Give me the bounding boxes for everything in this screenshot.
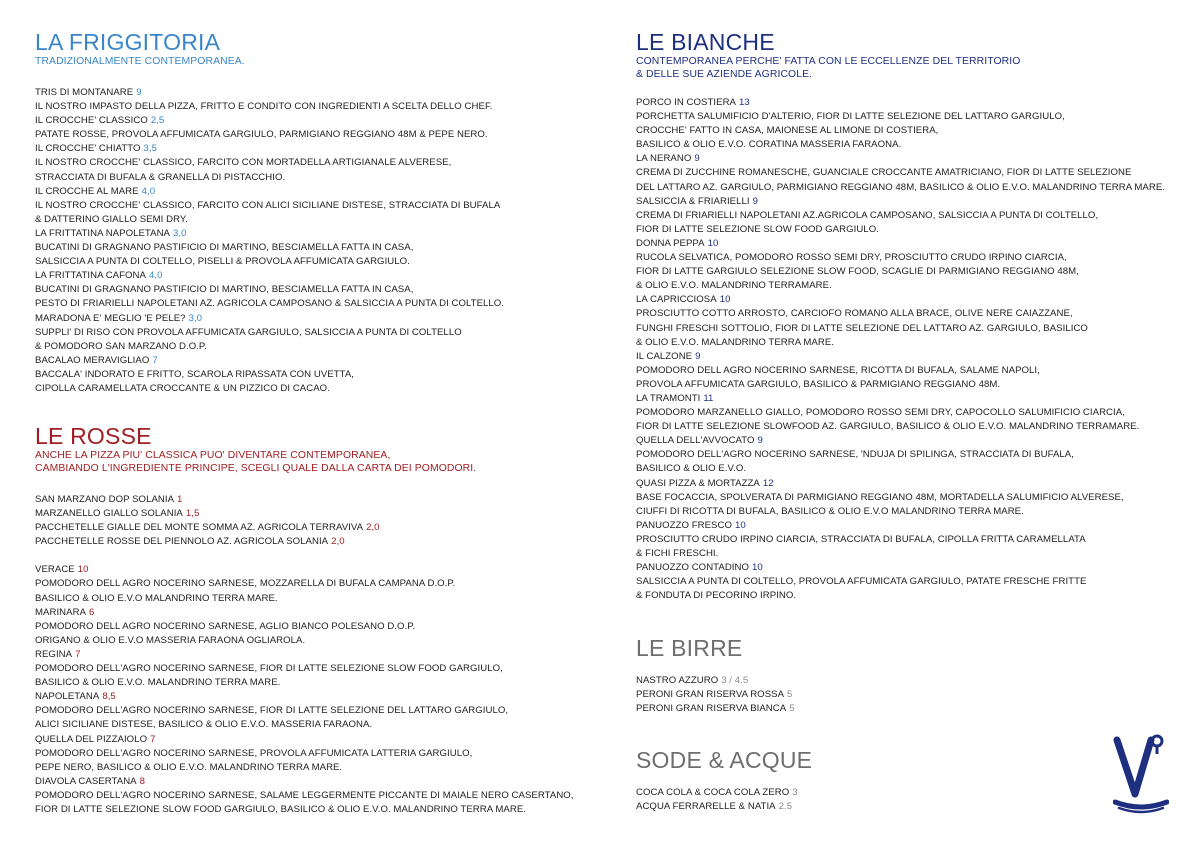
item-name-text: NAPOLETANA bbox=[35, 691, 100, 703]
item-name-text: PERONI GRAN RISERVA ROSSA bbox=[636, 689, 785, 701]
menu-item-name bbox=[35, 563, 595, 577]
item-name-text: BACALAO MERAVIGLIAO bbox=[35, 354, 150, 366]
list-item bbox=[636, 800, 1176, 814]
section-bianche bbox=[636, 30, 1176, 603]
item-price: 10 bbox=[734, 519, 746, 531]
item-price: 7 bbox=[152, 354, 158, 366]
item-price: 8 bbox=[139, 775, 146, 787]
section-title: SODE & ACQUE bbox=[636, 747, 813, 773]
menu-item-name bbox=[636, 293, 1176, 307]
item-name-text: PACCHETELLE GIALLE DEL MONTE SOMMA AZ. AGRICOLA TERRAVIVA bbox=[35, 522, 364, 534]
item-price: 10 bbox=[752, 562, 763, 574]
item-price: 7 bbox=[75, 648, 81, 660]
menu-item-description: POMODORO DELL'AGRO NOCERINO SARNESE, FIOR DI LATTE SELEZIONE DEL LATTARO GARGIULO, ALICI SICILIANE DISTESE, BASILICO & OLIO E.V.O. MASSERIA FARAONA. bbox=[35, 705, 509, 731]
item-price: 7 bbox=[150, 733, 156, 745]
item-name-text: NASTRO AZZURO bbox=[636, 675, 719, 686]
drink-list bbox=[636, 786, 1176, 814]
menu-item-description: SALSICCIA A PUNTA DI COLTELLO, PROVOLA AFFUMICATA GARGIULO, PATATE FRESCHE FRITTE & FONDUTA DI PECORINO IRPINO. bbox=[636, 576, 1087, 602]
menu-item-description: BUCATINI DI GRAGNANO PASTIFICIO DI MARTINO, BESCIAMELLA FATTA IN CASA, SALSICCIA A PUNTA DI COLTELLO, PISELLI & PROVOLA AFFUMICATA GARGIULO. bbox=[35, 242, 414, 268]
spacer bbox=[35, 549, 595, 563]
menu-item-description: POMODORO DELL'AGRO NOCERINO SARNESE, PROVOLA AFFUMICATA LATTERIA GARGIULO, PEPE NERO, BASILICO & OLIO E.V.O. MALANDRINO TERRA MARE. bbox=[35, 747, 473, 773]
menu-item-list bbox=[35, 563, 595, 817]
menu-item-name bbox=[35, 354, 595, 368]
item-price: 9 bbox=[757, 435, 763, 447]
item-name-text: PERONI GRAN RISERVA BIANCA bbox=[636, 703, 787, 715]
list-item bbox=[636, 702, 1176, 716]
menu-item-description: PORCHETTA SALUMIFICIO D'ALTERIO, FIOR DI LATTE SELEZIONE DEL LATTARO GARGIULO, CROCCHE' FATTO IN CASA, MAIONESE AL LIMONE DI COSTIERA, BASILICO & OLIO E.V.O. CORATINA MASSERIA FARAONA. bbox=[636, 111, 1065, 151]
item-name-text: QUELLA DELL'AVVOCATO bbox=[636, 435, 755, 447]
menu-item-description: BACCALA' INDORATO E FRITTO, SCAROLA RIPASSATA CON UVETTA, CIPOLLA CARAMELLATA CROCCANTE & UN PIZZICO DI CACAO. bbox=[35, 368, 355, 394]
item-name-text: IL CROCCHE AL MARE bbox=[35, 185, 139, 197]
section-title: LE ROSSE bbox=[35, 423, 152, 449]
item-name-text: SAN MARZANO DOP SOLANIA bbox=[35, 494, 175, 505]
menu-item-name bbox=[35, 733, 595, 747]
item-price: 9 bbox=[695, 350, 701, 362]
item-name-text: LA TRAMONTI bbox=[636, 392, 701, 404]
tomato-list bbox=[35, 493, 595, 549]
v-anchor-logo-icon bbox=[1113, 732, 1169, 814]
menu-item-name bbox=[636, 477, 1176, 491]
item-name-text: PACCHETELLE ROSSE DEL PIENNOLO AZ. AGRICOLA SOLANIA bbox=[35, 536, 329, 548]
item-price: 2.5 bbox=[778, 801, 793, 813]
item-name-text: COCA COLA & COCA COLA ZERO bbox=[636, 787, 790, 798]
item-name-text: IL CROCCHE' CLASSICO bbox=[35, 115, 148, 127]
item-price: 3,5 bbox=[143, 143, 157, 155]
list-item bbox=[35, 521, 595, 535]
drink-list bbox=[636, 674, 1176, 716]
item-price: 13 bbox=[739, 97, 750, 108]
menu-item-name bbox=[35, 142, 595, 156]
section-birre bbox=[636, 636, 1176, 716]
menu-item-name bbox=[35, 606, 595, 620]
menu-item-description: SUPPLI' DI RISO CON PROVOLA AFFUMICATA GARGIULO, SALSICCIA A PUNTA DI COLTELLO & POMODORO SAN MARZANO D.O.P. bbox=[35, 326, 462, 352]
menu-item-description: POMODORO DELL'AGRO NOCERINO SARNESE, SALAME LEGGERMENTE PICCANTE DI MAIALE NERO CASERTANO, FIOR DI LATTE SELEZIONE SLOW FOOD GARGIULO, BASILICO & OLIO E.V.O. MALANDRINO TERRA MARE. bbox=[35, 789, 574, 815]
item-price: 6 bbox=[89, 606, 95, 618]
item-name-text: LA CAPRICCIOSA bbox=[636, 294, 717, 306]
list-item bbox=[35, 535, 595, 549]
item-price: 9 bbox=[694, 153, 700, 165]
item-price: 8,5 bbox=[102, 691, 116, 703]
item-price: 3,0 bbox=[188, 312, 203, 324]
item-price: 4,0 bbox=[148, 270, 163, 282]
item-name-text: ACQUA FERRARELLE & NATIA bbox=[636, 801, 776, 813]
item-name-text: SALSICCIA & FRIARIELLI bbox=[636, 195, 750, 207]
menu-item-name bbox=[35, 775, 595, 789]
menu-item-name bbox=[35, 690, 595, 704]
item-price: 5 bbox=[787, 689, 793, 701]
menu-item-description: POMODORO DELL'AGRO NOCERINO SARNESE, 'NDUJA DI SPILINGA, STRACCIATA DI BUFALA, BASILICO & OLIO E.V.O. bbox=[636, 449, 1074, 475]
menu-item-name bbox=[35, 269, 595, 283]
menu-item-name bbox=[636, 519, 1176, 533]
item-name-text: PANUOZZO CONTADINO bbox=[636, 562, 750, 574]
section-friggitoria bbox=[35, 30, 595, 396]
item-price: 4,0 bbox=[141, 185, 156, 197]
item-name-text: LA NERANO bbox=[636, 153, 692, 165]
item-price: 1 bbox=[177, 494, 183, 505]
menu-item-description: PROSCIUTTO CRUDO IRPINO CIARCIA, STRACCIATA DI BUFALA, CIPOLLA FRITTA CARAMELLATA & FICHI FRESCHI. bbox=[636, 533, 1086, 559]
menu-item-description: POMODORO MARZANELLO GIALLO, POMODORO ROSSO SEMI DRY, CAPOCOLLO SALUMIFICIO CIARCIA, FIOR DI LATTE SELEZIONE SLOWFOOD AZ. GARGIULO, BASILICO & OLIO E.V.O. MALANDRINO TERRAMARE. bbox=[636, 407, 1140, 433]
item-price: 2,0 bbox=[366, 522, 380, 534]
menu-item-description: CREMA DI ZUCCHINE ROMANESCHE, GUANCIALE CROCCANTE AMATRICIANO, FIOR DI LATTE SELEZIONE DEL LATTARO AZ. GARGIULO, PARMIGIANO REGGIANO 48M, BASILICO & OLIO E.V.O. MALANDRINO TERRA MARE. bbox=[636, 167, 1166, 193]
item-price: 1,5 bbox=[185, 508, 200, 520]
item-name-text: MARADONA E' MEGLIO 'E PELE? bbox=[35, 312, 186, 324]
menu-item-name bbox=[35, 185, 595, 199]
section-subtitle: ANCHE LA PIZZA PIU' CLASSICA PUO' DIVENTARE CONTEMPORANEA, CAMBIANDO L'INGREDIENTE PRINCIPE, SCEGLI QUALE DALLA CARTA DEI POMODORI. bbox=[35, 450, 477, 474]
menu-item-description: PATATE ROSSE, PROVOLA AFFUMICATA GARGIULO, PARMIGIANO REGGIANO 48M & PEPE NERO. bbox=[35, 129, 488, 141]
menu-item-name bbox=[35, 86, 595, 100]
item-price: 11 bbox=[703, 392, 714, 404]
item-name-text: DIAVOLA CASERTANA bbox=[35, 775, 137, 787]
menu-item-description: POMODORO DELL AGRO NOCERINO SARNESE, MOZZARELLA DI BUFALA CAMPANA D.O.P. BASILICO & OLIO E.V.O MALANDRINO TERRA MARE. bbox=[35, 578, 456, 604]
item-price: 10 bbox=[707, 237, 719, 249]
menu-item-description: PROSCIUTTO COTTO ARROSTO, CARCIOFO ROMANO ALLA BRACE, OLIVE NERE CAIAZZANE, FUNGHI FRESCHI SOTTOLIO, FIOR DI LATTE SELEZIONE DEL LATTARO AZ. GARGIULO, BASILICO & OLIO E.V.O. MALANDRINO TERRA MARE. bbox=[636, 308, 1088, 348]
item-price: 10 bbox=[719, 294, 731, 306]
menu-item-name bbox=[636, 237, 1176, 251]
menu-item-description: POMODORO DELL'AGRO NOCERINO SARNESE, FIOR DI LATTE SELEZIONE SLOW FOOD GARGIULO, BASILICO & OLIO E.V.O. MALANDRINO TERRA MARE. bbox=[35, 663, 503, 689]
menu-item-name bbox=[636, 392, 1176, 406]
item-price: 2,5 bbox=[150, 115, 165, 127]
item-name-text: LA FRITTATINA NAPOLETANA bbox=[35, 227, 171, 239]
item-name-text: REGINA bbox=[35, 648, 73, 660]
item-name-text: VERACE bbox=[35, 564, 75, 576]
menu-item-name bbox=[636, 96, 1176, 110]
menu-item-description: POMODORO DELL AGRO NOCERINO SARNESE, RICOTTA DI BUFALA, SALAME NAPOLI, PROVOLA AFFUMICATA GARGIULO, BASILICO & PARMIGIANO REGGIANO 48M. bbox=[636, 364, 1040, 390]
section-title: LE BIRRE bbox=[636, 635, 743, 661]
menu-item-description: BASE FOCACCIA, SPOLVERATA DI PARMIGIANO REGGIANO 48M, MORTADELLA SALUMIFICIO ALVERESE, CIUFFI DI RICOTTA DI BUFALA, BASILICO & OLIO E.V.O MALANDRINO TERRA MARE. bbox=[636, 491, 1124, 517]
item-price: 12 bbox=[762, 477, 774, 489]
menu-item-name bbox=[35, 312, 595, 326]
item-name-text: QUASI PIZZA & MORTAZZA bbox=[636, 477, 760, 489]
menu-item-name bbox=[636, 561, 1176, 575]
menu-item-list bbox=[636, 96, 1176, 603]
menu-item-description: RUCOLA SELVATICA, POMODORO ROSSO SEMI DRY, PROSCIUTTO CRUDO IRPINO CIARCIA, FIOR DI LATTE GARGIULO SELEZIONE SLOW FOOD, SCAGLIE DI PARMIGIANO REGGIANO 48M, & OLIO E.V.O. MALANDRINO TERRAMARE. bbox=[636, 252, 1079, 292]
section-subtitle: CONTEMPORANEA PERCHE' FATTA CON LE ECCELLENZE DEL TERRITORIO & DELLE SUE AZIENDE AGRICOLE. bbox=[636, 56, 1021, 80]
item-price: 3 bbox=[792, 787, 798, 798]
item-price: 10 bbox=[77, 564, 89, 576]
item-name-text: QUELLA DEL PIZZAIOLO bbox=[35, 733, 148, 745]
item-name-text: TRIS DI MONTANARE bbox=[35, 87, 134, 98]
menu-item-name bbox=[35, 648, 595, 662]
item-name-text: IL CALZONE bbox=[636, 350, 693, 362]
item-name-text: DONNA PEPPA bbox=[636, 237, 705, 249]
menu-item-name bbox=[636, 195, 1176, 209]
item-name-text: MARZANELLO GIALLO SOLANIA bbox=[35, 508, 183, 520]
menu-item-description: CREMA DI FRIARIELLI NAPOLETANI AZ.AGRICOLA CAMPOSANO, SALSICCIA A PUNTA DI COLTELLO, FIOR DI LATTE SELEZIONE SLOW FOOD GARGIULO. bbox=[636, 209, 1099, 235]
item-name-text: PANUOZZO FRESCO bbox=[636, 519, 732, 531]
menu-item-name bbox=[636, 152, 1176, 166]
menu-item-description: IL NOSTRO CROCCHE' CLASSICO, FARCITO CON MORTADELLA ARTIGIANALE ALVERESE, STRACCIATA DI BUFALA & GRANELLA DI PISTACCHIO. bbox=[35, 157, 452, 183]
item-price: 5 bbox=[789, 703, 795, 715]
menu-item-list bbox=[35, 86, 595, 396]
section-title: LA FRIGGITORIA bbox=[35, 29, 221, 55]
section-subtitle: TRADIZIONALMENTE CONTEMPORANEA. bbox=[35, 56, 245, 67]
section-title: LE BIANCHE bbox=[636, 29, 775, 55]
list-item bbox=[35, 493, 595, 507]
menu-item-name bbox=[35, 114, 595, 128]
item-price: 9 bbox=[136, 87, 142, 98]
menu-item-name bbox=[636, 350, 1176, 364]
item-price: 3,0 bbox=[173, 227, 187, 239]
menu-item-description: POMODORO DELL AGRO NOCERINO SARNESE, AGLIO BIANCO POLESANO D.O.P. ORIGANO & OLIO E.V.O MASSERIA FARAONA OGLIAROLA. bbox=[35, 620, 416, 646]
item-name-text: MARINARA bbox=[35, 606, 87, 618]
item-price: 9 bbox=[752, 195, 758, 207]
list-item bbox=[636, 688, 1176, 702]
menu-item-name bbox=[636, 434, 1176, 448]
list-item bbox=[636, 674, 1176, 688]
section-sode bbox=[636, 748, 1176, 814]
item-name-text: IL CROCCHE' CHIATTO bbox=[35, 143, 141, 155]
menu-item-description: IL NOSTRO CROCCHE' CLASSICO, FARCITO CON ALICI SICILIANE DISTESE, STRACCIATA DI BUFALA & DATTERINO GIALLO SEMI DRY. bbox=[35, 199, 501, 225]
item-name-text: LA FRITTATINA CAFONA bbox=[35, 270, 146, 282]
list-item bbox=[636, 786, 1176, 800]
item-price: 2,0 bbox=[331, 536, 345, 548]
menu-item-name bbox=[35, 227, 595, 241]
item-price: 3 / 4.5 bbox=[721, 675, 749, 686]
menu-item-description: BUCATINI DI GRAGNANO PASTIFICIO DI MARTINO, BESCIAMELLA FATTA IN CASA, PESTO DI FRIARIELLI NAPOLETANI AZ. AGRICOLA CAMPOSANO & SALSICCIA A PUNTA DI COLTELLO. bbox=[35, 284, 505, 310]
menu-item-description: IL NOSTRO IMPASTO DELLA PIZZA, FRITTO E CONDITO CON INGREDIENTI A SCELTA DELLO CHEF. bbox=[35, 101, 493, 113]
list-item bbox=[35, 507, 595, 521]
item-name-text: PORCO IN COSTIERA bbox=[636, 97, 736, 108]
section-rosse bbox=[35, 424, 595, 817]
